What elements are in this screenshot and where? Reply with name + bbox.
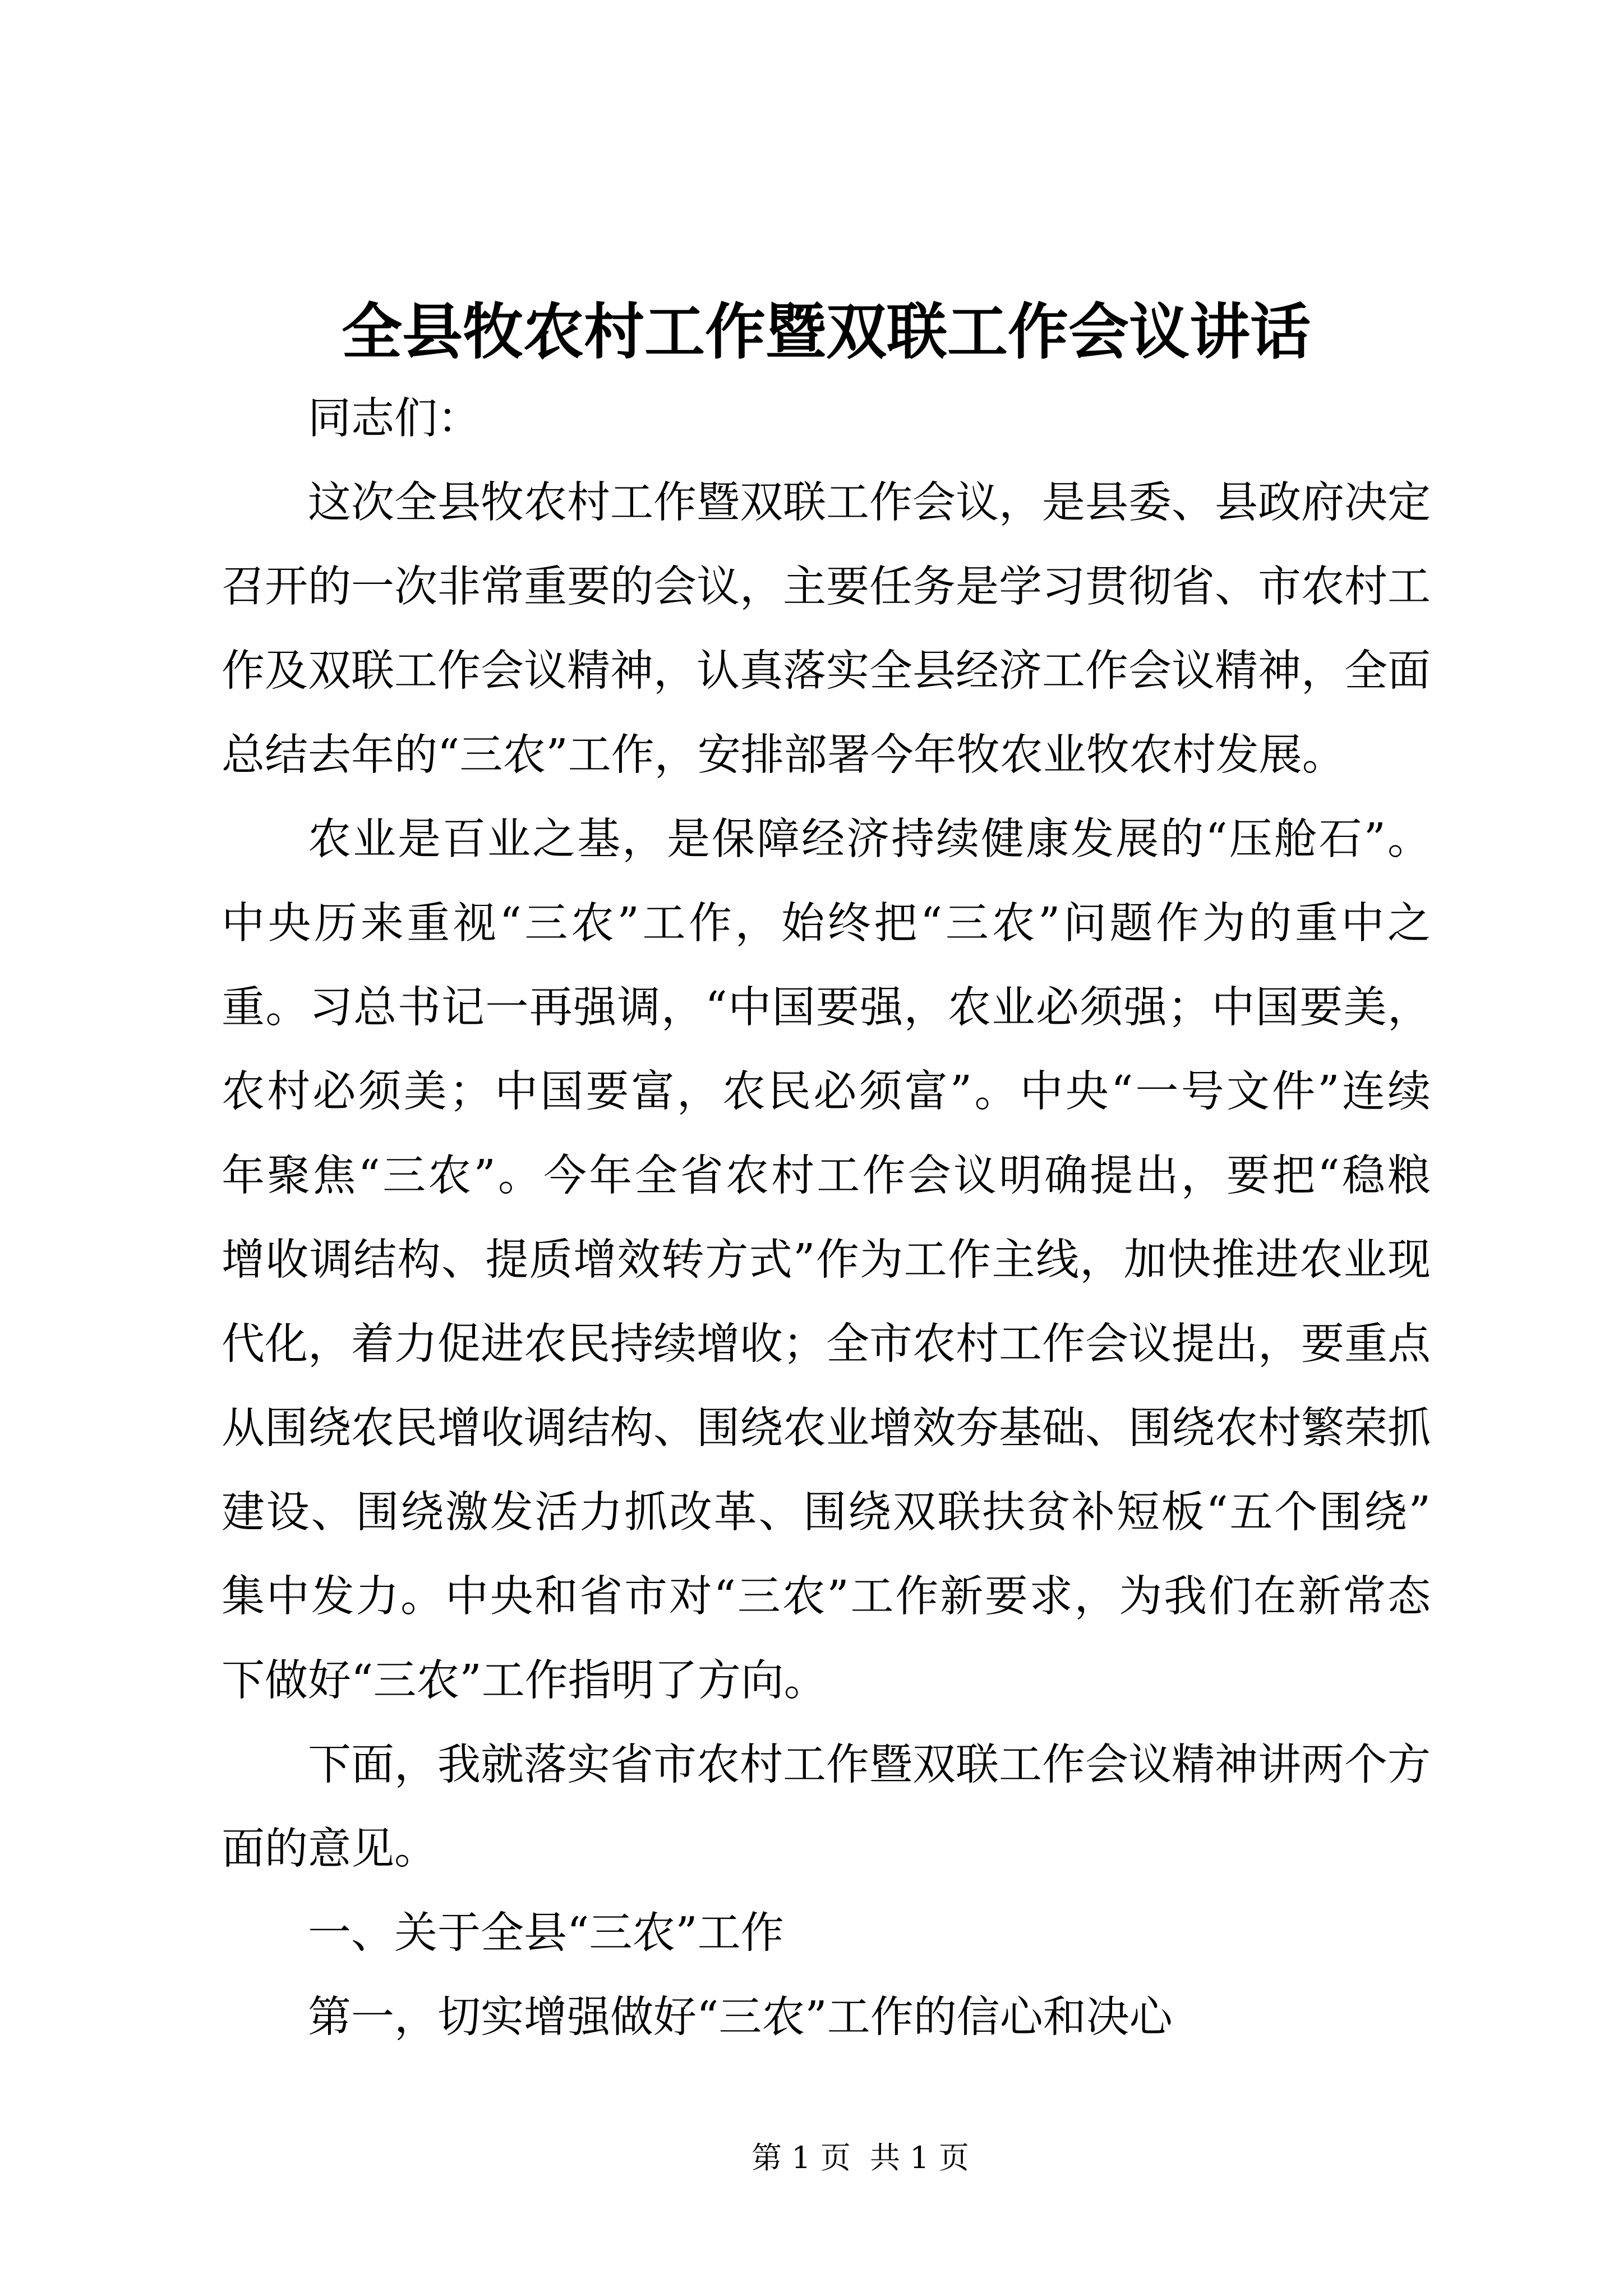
text-line: 农村必须美；中国要富，农民必须富”。中央“一号文件”连续 (222, 1067, 1431, 1117)
text-line: 农业是百业之基，是保障经济持续健康发展的“压舱石”。 (308, 815, 1431, 864)
text-line: 第一，切实增强做好“三农”工作的信心和决心 (308, 1993, 1173, 2042)
text-line: 作及双联工作会议精神，认真落实全县经济工作会议精神，全面 (222, 646, 1431, 696)
document-body (222, 377, 1431, 2060)
text-line: 建设、围绕激发活力抓改革、围绕双联扶贫补短板“五个围绕” (222, 1488, 1431, 1538)
text-line: 下面，我就落实省市农村工作暨双联工作会议精神讲两个方 (308, 1740, 1431, 1790)
text-line: 面的意见。 (222, 1824, 437, 1874)
text-line: 重。习总书记一再强调，“中国要强，农业必须强；中国要美， (222, 983, 1431, 1033)
paragraph-salutation (222, 377, 1431, 461)
paragraph-agriculture-foundation (222, 798, 1431, 1723)
text-line: 这次全县牧农村工作暨双联工作会议，是县委、县政府决定 (308, 478, 1431, 528)
section-heading (222, 1892, 1431, 1976)
text-line: 中央历来重视“三农”工作，始终把“三农”问题作为的重中之 (222, 899, 1431, 949)
page-number-footer: 第 1 页 共 1 页 (751, 2140, 969, 2175)
text-line: 总结去年的“三农”工作，安排部署今年牧农业牧农村发展。 (222, 730, 1345, 780)
document-title: 全县牧农村工作暨双联工作会议讲话 (341, 297, 1311, 367)
text-line: 代化，着力促进农民持续增收；全市农村工作会议提出，要重点 (222, 1319, 1431, 1369)
text-line: 年聚焦“三农”。今年全省农村工作会议明确提出，要把“稳粮 (222, 1151, 1431, 1201)
text-line: 下做好“三农”工作指明了方向。 (222, 1656, 827, 1706)
paragraph-meeting-purpose (222, 461, 1431, 798)
subsection-heading (222, 1976, 1431, 2060)
text-line: 同志们： (308, 394, 481, 444)
text-line: 召开的一次非常重要的会议，主要任务是学习贯彻省、市农村工 (222, 562, 1431, 612)
paragraph-outline-intro (222, 1723, 1431, 1892)
text-line: 从围绕农民增收调结构、围绕农业增效夯基础、围绕农村繁荣抓 (222, 1404, 1431, 1453)
text-line: 集中发力。中央和省市对“三农”工作新要求，为我们在新常态 (222, 1572, 1431, 1622)
text-line: 增收调结构、提质增效转方式”作为工作主线，加快推进农业现 (222, 1235, 1431, 1285)
text-line: 一、关于全县“三农”工作 (308, 1908, 784, 1958)
